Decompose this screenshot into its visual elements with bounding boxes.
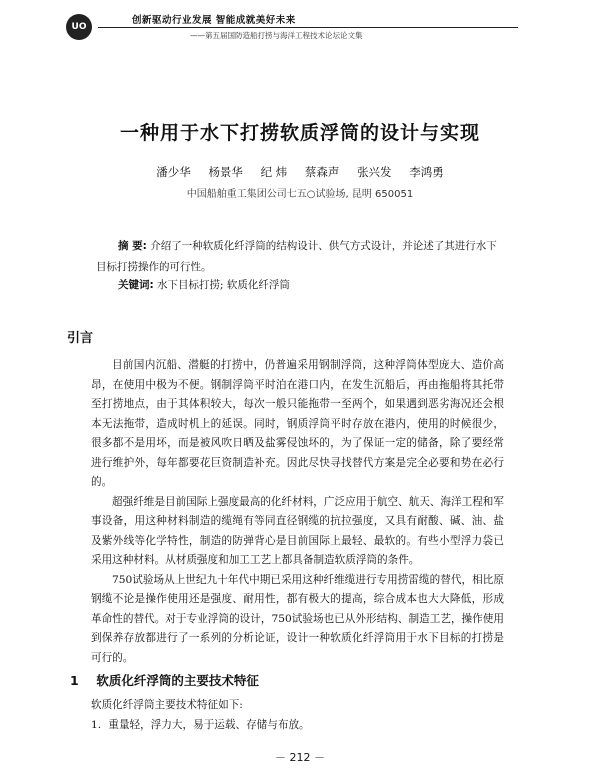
author: 张兴发: [357, 165, 392, 179]
abstract: [96, 236, 506, 278]
author: 李鸿勇: [409, 165, 444, 179]
paragraph: 超强纤维是目前国际上强度最高的化纤材料，广泛应用于航空、航天、海洋工程和军事设备，用这种材料制造的缆绳有等同直径钢缆的抗拉强度，又具有耐酸、碱、油、盐及紫外线等化学特性，制造的防弹背心是目前国际上最轻、最软的。有些小型浮力袋已采用这种材料。从材质强度和加工工艺上都具备制造软质浮筒的条件。: [91, 495, 504, 566]
running-header: [62, 8, 532, 44]
conference-logo-icon: UO: [66, 14, 92, 40]
header-rule: [98, 27, 518, 28]
author-affiliation: 中国船舶重工集团公司七五○试验场, 昆明 650051: [186, 189, 414, 200]
keywords-text: 水下目标打捞; 软质化纤浮筒: [157, 279, 290, 291]
author: 杨景华: [208, 165, 243, 179]
keywords-label: 关键词:: [118, 279, 154, 291]
intro-heading: 引言: [67, 331, 94, 346]
intro-body: [91, 356, 504, 668]
paper-title: 一种用于水下打捞软质浮筒的设计与实现: [119, 122, 480, 144]
list-item: [91, 717, 310, 732]
abstract-text: 介绍了一种软质化纤浮筒的结构设计、供气方式设计，并论述了其进行水下目标打捞操作的可行性。: [96, 240, 497, 273]
page-number: － 212 －: [275, 751, 325, 764]
list-item-text: 重量轻，浮力大，易于运载、存储与布放。: [108, 719, 310, 731]
keywords: [118, 277, 290, 292]
paragraph: 目前国内沉船、潜艇的打捞中，仍普遍采用钢制浮筒，这种浮筒体型庞大、造价高昂，在使用中极为不便。钢制浮筒平时泊在港口内，在发生沉船后，再由拖船将其托带至打捞地点，由于其体积较大，每次一般只能拖带一至两个，如果遇到恶劣海况还会根本无法拖带，造成时机上的延误。同时，钢质浮筒平时存放在港内，使用的时候很少，很多都不是用坏，而是被风吹日晒及盐雾侵蚀坏的，为了保证一定的储备，除了要经常进行维护外，每年都要花巨资制造补充。因此尽快寻找替代方案是完全必要和势在必行的。: [91, 359, 504, 488]
author: 潘少华: [156, 165, 191, 179]
section-title: 软质化纤浮筒的主要技术特征: [96, 673, 259, 688]
paragraph: 750试验场从上世纪九十年代中期已采用这种纤维缆进行专用捞雷缆的替代，相比原钢缆不论是操作使用还是强度、耐用性，都有极大的提高，综合成本也大大降低，形成革命性的替代。对于专业浮筒的设计，750试验场也已从外形结构、制造工艺，操作使用到保养存放都进行了一系列的分析论证，设计一种软质化纤浮筒用于水下目标的打捞是可行的。: [91, 573, 504, 664]
section-heading: [70, 671, 259, 689]
author: 蔡森声: [304, 165, 340, 179]
author-list: [0, 164, 600, 180]
abstract-label: 摘 要:: [118, 240, 147, 252]
list-item-number: 1.: [91, 719, 102, 731]
section-number: 1: [70, 673, 79, 688]
header-conference-title: ——第五届国防造船打捞与海洋工程技术论坛论文集: [190, 31, 363, 40]
header-slogan: 创新驱动行业发展 智能成就美好未来: [132, 15, 296, 26]
author: 纪 炜: [260, 165, 288, 179]
section-intro: 软质化纤浮筒主要技术特征如下:: [91, 699, 243, 711]
